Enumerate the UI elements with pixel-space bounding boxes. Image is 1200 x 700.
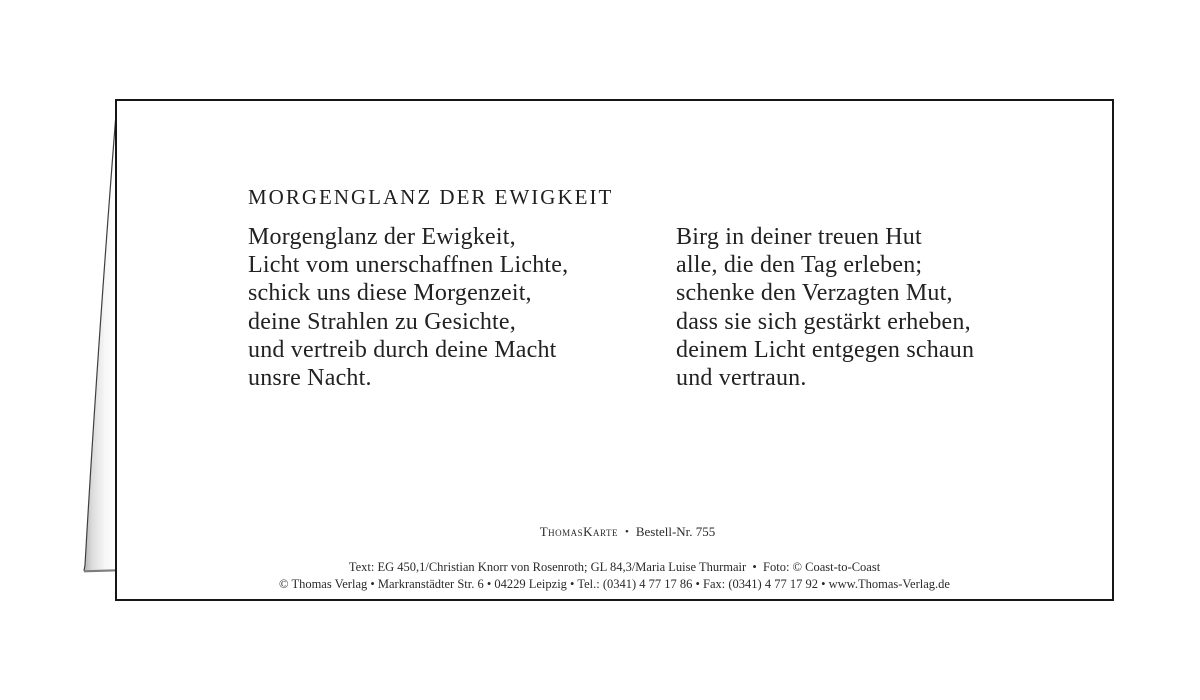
verse-line: und vertreib durch deine Macht <box>248 336 557 363</box>
verse-line: Licht vom unerschaffnen Lichte, <box>248 252 569 279</box>
verse-line: alle, die den Tag erleben; <box>676 252 923 279</box>
verse-line: deine Strahlen zu Gesichte, <box>248 308 516 335</box>
verse-line: und vertraun. <box>676 365 807 392</box>
card-title: MORGENGLANZ DER EWIGKEIT <box>248 185 614 209</box>
greeting-card <box>115 99 1114 601</box>
verse-line: unsre Nacht. <box>248 365 372 392</box>
verse-line: Birg in deiner treuen Hut <box>676 224 922 250</box>
card-footer <box>117 506 1112 593</box>
verse-column-right <box>676 223 974 392</box>
verse-line: deinem Licht entgegen schaun <box>676 336 975 363</box>
footer-credits-line: Text: EG 450,1/Christian Knorr von Rosenroth; GL 84,3/Maria Luise Thurmair • Foto: © Coast-to-Coast <box>348 559 881 574</box>
footer-brand-line <box>117 506 1112 559</box>
brand-name: ThomasKarte <box>539 524 618 540</box>
verse-line: dass sie sich gestärkt erheben, <box>676 308 971 335</box>
verse-line: schick uns diese Morgenzeit, <box>248 280 532 307</box>
bullet-separator-icon: • <box>625 526 629 539</box>
order-number: Bestell-Nr. 755 <box>635 524 716 540</box>
footer-publisher-line: © Thomas Verlag • Markranstädter Str. 6 • 04229 Leipzig • Tel.: (0341) 4 77 17 86 • Fax: (0341) 4 77 17 92 • www.Thomas-Verlag.de <box>279 576 950 591</box>
verse-line: Morgenglanz der Ewigkeit, <box>248 224 516 250</box>
verse-column-left <box>248 223 568 392</box>
verse-line: schenke den Verzagten Mut, <box>676 280 953 307</box>
fold-bottom-edge <box>84 570 117 571</box>
